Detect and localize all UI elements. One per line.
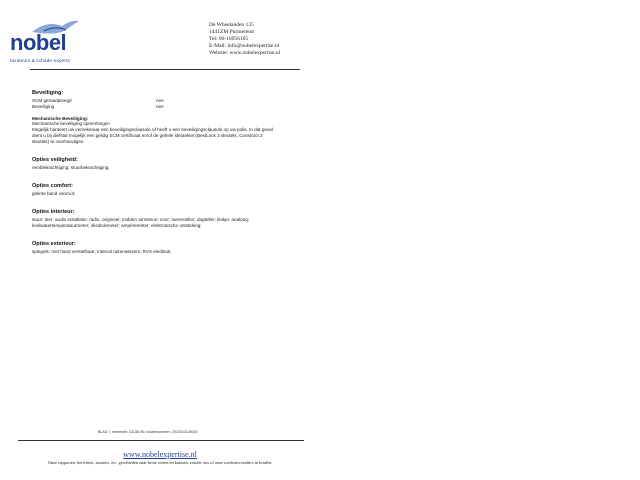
veiligheid-text: remblekrachtiging; stuurbekrachtiging; xyxy=(32,165,110,170)
section-title-mechanisch: Mechanische Beveiliging: xyxy=(32,116,89,121)
address-line: De Wheelanden 135 xyxy=(209,22,254,28)
report-content xyxy=(32,84,287,255)
section-title-comfort: Opties comfort: xyxy=(32,183,73,189)
kv-value: nee xyxy=(156,104,164,109)
section-title-veiligheid: Opties veiligheid: xyxy=(32,157,78,163)
mechanisch-line: Mechanische beveiliging opmerkingen xyxy=(32,121,110,126)
mechanisch-line: Mogelijk hanteert uw verzekeraar een beveiligingsclausule of heeft u een beveiligingsclausule op uw polis. In dat geval xyxy=(32,127,273,132)
interieur-line: stuur: leer; audio installatie: radio, origineel; midden armsteun: voor; toerenteller; dagteller; klokje: analoog; xyxy=(32,217,250,222)
address-line: Website: www.nobelexpertise.nl xyxy=(209,50,281,56)
address-line: E-Mail: info@nobelexpertise.nl xyxy=(209,43,280,49)
address-line: 1441ZM Purmerend xyxy=(209,29,254,35)
kv-row xyxy=(32,104,287,110)
address-line: Tel: 06-16956105 xyxy=(209,36,249,42)
kv-value: nee xyxy=(156,98,164,103)
exterieur-text: spiegels: met hand verstelbaar; interval ruitenwissers; RVS eindstuk; xyxy=(32,249,172,254)
logo-wordmark: nobel xyxy=(10,30,67,55)
company-address xyxy=(209,22,280,57)
kv-label: SCM geraadpleegd xyxy=(32,98,72,103)
footer-divider xyxy=(18,440,304,441)
header-divider xyxy=(30,69,300,70)
company-logo xyxy=(8,18,98,68)
mechanisch-line: dient u bij diefstal mogelijk een geldig SCM certificaat en/of de gehele sleutelset (Bes/Lock 3 sleutels, Construct 2 xyxy=(32,133,263,138)
mechanisch-line: sleutels) te overhandigen. xyxy=(32,139,85,144)
comfort-text: getinte band voorruit; xyxy=(32,191,76,196)
document-page xyxy=(0,0,320,470)
kv-label: Beveiliging xyxy=(32,104,55,109)
section-title-exterieur: Opties exterieur: xyxy=(32,241,76,247)
footer-disclaimer: Onze rapporten, berichten, taxaties, etc. geschieden naar beste weten en kunnen, zonder ons of onze medeuitvoerders in binden. xyxy=(47,460,273,465)
section-title-interieur: Opties interieur: xyxy=(32,209,75,215)
footer-page-info: BLAD 7, kenteken: OZ-86-90, locatienummer: 2023110128020 xyxy=(98,430,198,434)
logo-tagline: taxateurs & schade-experts xyxy=(10,58,70,63)
interieur-line: koelwatertemperatuurmeter; oliedrukmeter; ampèremeter; elektronische ontsteking; xyxy=(32,223,202,228)
section-title-beveiliging: Beveiliging: xyxy=(32,90,64,96)
footer-website-link[interactable]: www.nobelexpertise.nl xyxy=(123,450,197,459)
